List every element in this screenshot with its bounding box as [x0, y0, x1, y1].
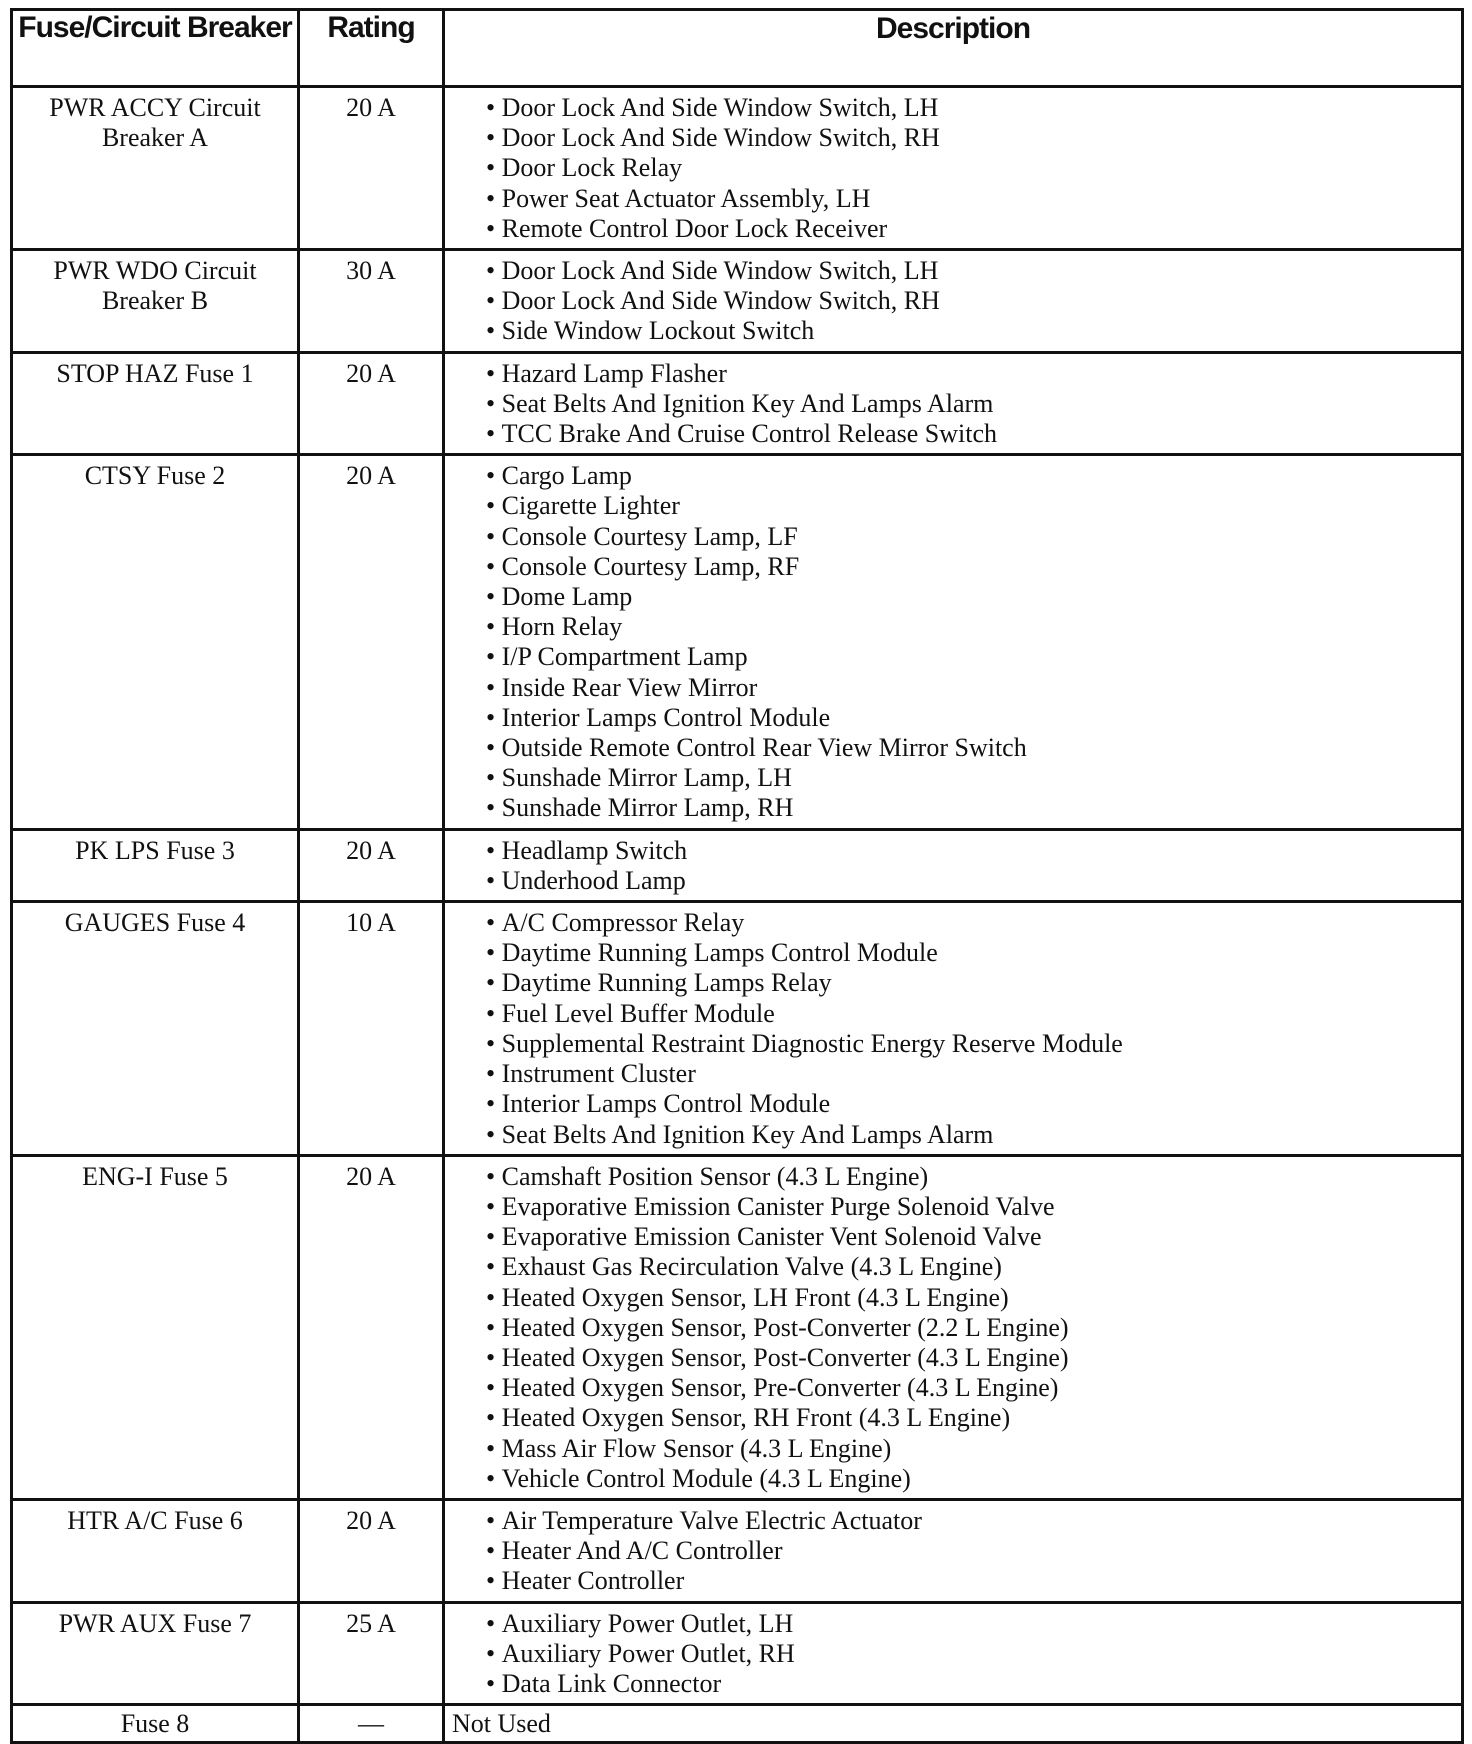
- description-column-header: Description: [444, 10, 1463, 87]
- rating-cell: 20 A: [299, 87, 444, 250]
- description-item: • Hazard Lamp Flasher: [486, 359, 1461, 389]
- table-row: [12, 250, 1463, 353]
- description-item: • Auxiliary Power Outlet, LH: [486, 1609, 1461, 1639]
- description-item: • Console Courtesy Lamp, LF: [486, 522, 1461, 552]
- description-list: [486, 93, 1461, 244]
- description-item: • Inside Rear View Mirror: [486, 673, 1461, 703]
- fuse-name-cell: GAUGES Fuse 4: [12, 902, 299, 1156]
- description-list: [486, 256, 1461, 347]
- description-item: • Door Lock Relay: [486, 153, 1461, 183]
- description-item: • Interior Lamps Control Module: [486, 703, 1461, 733]
- description-item: • Heated Oxygen Sensor, LH Front (4.3 L Engine): [486, 1283, 1461, 1313]
- table-row: [12, 1155, 1463, 1499]
- description-item: • Evaporative Emission Canister Purge Solenoid Valve: [486, 1192, 1461, 1222]
- table-row: [12, 1602, 1463, 1705]
- description-item: • Evaporative Emission Canister Vent Solenoid Valve: [486, 1222, 1461, 1252]
- fuse-name-cell: STOP HAZ Fuse 1: [12, 352, 299, 455]
- description-list: [486, 1162, 1461, 1494]
- rating-cell: 20 A: [299, 1499, 444, 1602]
- description-list: [486, 836, 1461, 896]
- description-list: [486, 908, 1461, 1150]
- description-item: • Heated Oxygen Sensor, Post-Converter (2.2 L Engine): [486, 1313, 1461, 1343]
- description-item: • Data Link Connector: [486, 1669, 1461, 1699]
- description-item: • Instrument Cluster: [486, 1059, 1461, 1089]
- table-body: [12, 87, 1463, 1743]
- description-list: [486, 359, 1461, 450]
- description-item: • Door Lock And Side Window Switch, RH: [486, 286, 1461, 316]
- description-item: • Heated Oxygen Sensor, RH Front (4.3 L Engine): [486, 1403, 1461, 1433]
- description-item: • Door Lock And Side Window Switch, LH: [486, 256, 1461, 286]
- description-item: • Cargo Lamp: [486, 461, 1461, 491]
- description-cell: [444, 902, 1463, 1156]
- description-item: • Sunshade Mirror Lamp, LH: [486, 763, 1461, 793]
- table-row-fuse-8: [12, 1705, 1463, 1743]
- description-item: • Remote Control Door Lock Receiver: [486, 214, 1461, 244]
- description-item: • Interior Lamps Control Module: [486, 1089, 1461, 1119]
- table-row: [12, 87, 1463, 250]
- description-item: • Mass Air Flow Sensor (4.3 L Engine): [486, 1434, 1461, 1464]
- rating-cell: 20 A: [299, 455, 444, 829]
- description-cell: Not Used: [444, 1705, 1463, 1743]
- description-cell: [444, 1499, 1463, 1602]
- description-cell: [444, 829, 1463, 901]
- fuse-column-header: Fuse/Circuit Breaker: [12, 10, 299, 87]
- description-item: • Fuel Level Buffer Module: [486, 999, 1461, 1029]
- description-item: • Supplemental Restraint Diagnostic Energy Reserve Module: [486, 1029, 1461, 1059]
- description-item: • Air Temperature Valve Electric Actuator: [486, 1506, 1461, 1536]
- description-list: [486, 1506, 1461, 1597]
- description-item: • Side Window Lockout Switch: [486, 316, 1461, 346]
- fuse-name-cell: PWR ACCY Circuit Breaker A: [12, 87, 299, 250]
- description-item: • Auxiliary Power Outlet, RH: [486, 1639, 1461, 1669]
- fuse-name-cell: Fuse 8: [12, 1705, 299, 1743]
- description-cell: [444, 1155, 1463, 1499]
- description-item: • Heater Controller: [486, 1566, 1461, 1596]
- fuse-table: [10, 8, 1464, 1744]
- description-item: • Console Courtesy Lamp, RF: [486, 552, 1461, 582]
- rating-cell: 30 A: [299, 250, 444, 353]
- rating-cell: 20 A: [299, 829, 444, 901]
- description-item: • I/P Compartment Lamp: [486, 642, 1461, 672]
- description-cell: [444, 352, 1463, 455]
- description-item: • Seat Belts And Ignition Key And Lamps Alarm: [486, 1120, 1461, 1150]
- description-item: • Sunshade Mirror Lamp, RH: [486, 793, 1461, 823]
- description-item: • Cigarette Lighter: [486, 491, 1461, 521]
- description-cell: [444, 87, 1463, 250]
- header-row: [12, 10, 1463, 87]
- description-item: • Power Seat Actuator Assembly, LH: [486, 184, 1461, 214]
- description-list: [486, 461, 1461, 823]
- description-item: • Seat Belts And Ignition Key And Lamps Alarm: [486, 389, 1461, 419]
- description-cell: [444, 250, 1463, 353]
- table-row: [12, 829, 1463, 901]
- description-item: • Headlamp Switch: [486, 836, 1461, 866]
- fuse-name-cell: PK LPS Fuse 3: [12, 829, 299, 901]
- description-item: • A/C Compressor Relay: [486, 908, 1461, 938]
- rating-cell: —: [299, 1705, 444, 1743]
- description-item: • Underhood Lamp: [486, 866, 1461, 896]
- description-list: [486, 1609, 1461, 1700]
- description-item: • Outside Remote Control Rear View Mirror Switch: [486, 733, 1461, 763]
- table-row: [12, 902, 1463, 1156]
- description-item: • Heated Oxygen Sensor, Post-Converter (4.3 L Engine): [486, 1343, 1461, 1373]
- rating-cell: 10 A: [299, 902, 444, 1156]
- fuse-name-cell: PWR WDO Circuit Breaker B: [12, 250, 299, 353]
- rating-cell: 20 A: [299, 352, 444, 455]
- rating-column-header: Rating: [299, 10, 444, 87]
- rating-cell: 25 A: [299, 1602, 444, 1705]
- description-item: • Dome Lamp: [486, 582, 1461, 612]
- fuse-name-cell: PWR AUX Fuse 7: [12, 1602, 299, 1705]
- fuse-name-cell: ENG-I Fuse 5: [12, 1155, 299, 1499]
- description-item: • Door Lock And Side Window Switch, RH: [486, 123, 1461, 153]
- description-item: • Door Lock And Side Window Switch, LH: [486, 93, 1461, 123]
- description-item: • Vehicle Control Module (4.3 L Engine): [486, 1464, 1461, 1494]
- table-row: [12, 1499, 1463, 1602]
- description-item: • Daytime Running Lamps Relay: [486, 968, 1461, 998]
- description-item: • Heated Oxygen Sensor, Pre-Converter (4.3 L Engine): [486, 1373, 1461, 1403]
- table-row: [12, 455, 1463, 829]
- fuse-name-cell: CTSY Fuse 2: [12, 455, 299, 829]
- description-item: • TCC Brake And Cruise Control Release Switch: [486, 419, 1461, 449]
- rating-cell: 20 A: [299, 1155, 444, 1499]
- fuse-name-cell: HTR A/C Fuse 6: [12, 1499, 299, 1602]
- description-item: • Heater And A/C Controller: [486, 1536, 1461, 1566]
- description-cell: [444, 1602, 1463, 1705]
- description-item: • Daytime Running Lamps Control Module: [486, 938, 1461, 968]
- description-item: • Exhaust Gas Recirculation Valve (4.3 L Engine): [486, 1252, 1461, 1282]
- description-cell: [444, 455, 1463, 829]
- table-row: [12, 352, 1463, 455]
- description-item: • Camshaft Position Sensor (4.3 L Engine): [486, 1162, 1461, 1192]
- description-item: • Horn Relay: [486, 612, 1461, 642]
